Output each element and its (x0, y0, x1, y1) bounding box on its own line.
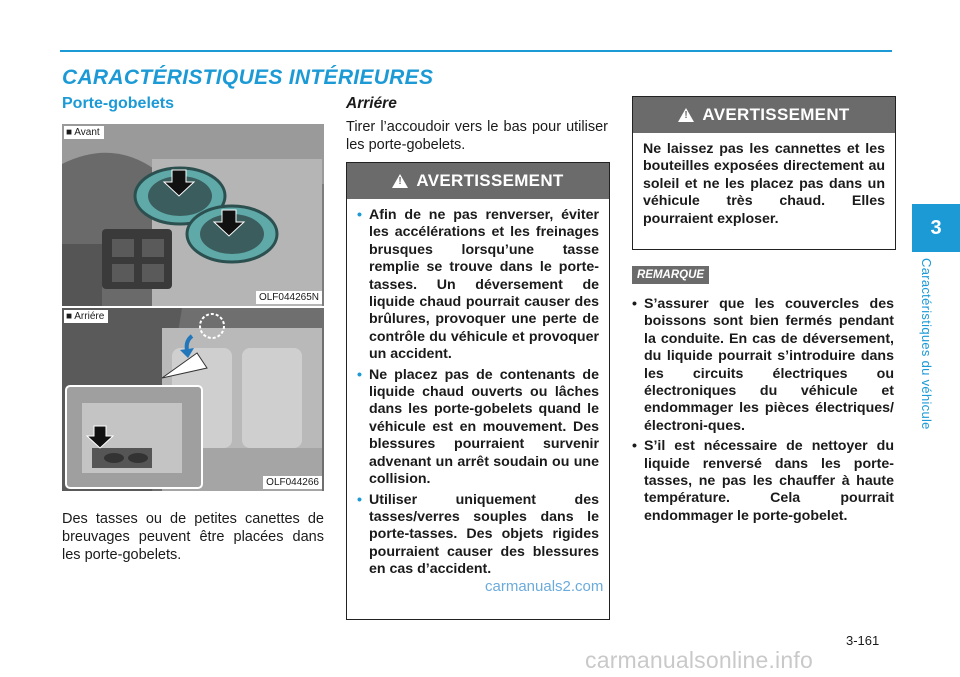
header-rule (60, 50, 892, 52)
rear-body-text: Tirer l’accoudoir vers le bas pour utiliser les porte-gobelets. (346, 119, 608, 153)
warning-triangle-icon (392, 174, 408, 188)
photo-label-rear: ■ Arriére (64, 310, 108, 323)
remark-label: REMARQUE (632, 266, 709, 284)
photo-front-cup-holders (62, 124, 324, 306)
chapter-tab: 3 (912, 204, 960, 252)
left-body-text: Des tasses ou de petites canettes de breuvages peuvent être placées dans les porte-gobelets. (62, 511, 324, 563)
rear-heading: Arriére (346, 95, 397, 112)
remark-item: • S’il est nécessaire de nettoyer du liquide renversé dans les porte-tasses, ne pas les chauffer à haute température. Cela pourrait endommager le porte-gobelet. (632, 438, 894, 525)
warning-title: AVERTISSEMENT (702, 105, 850, 124)
warning-header (347, 163, 609, 199)
watermark: carmanuals2.com (485, 578, 604, 595)
remark-item: • S’assurer que les couvercles des boissons sont bien fermés pendant la conduite. En cas de déversement, du liquide pourrait s’introduire dans les circuits électriques ou électroniques du véhicule et endommager les pièces électriques/électroni-ques. (632, 296, 894, 435)
rear-seat-illustration (62, 308, 324, 491)
photo-label-front: ■ Avant (64, 126, 104, 139)
photo-rear-cup-holders (62, 308, 324, 491)
photo-code-front: OLF044265N (256, 291, 322, 304)
page-number: 3-161 (846, 633, 880, 648)
warning-list (347, 199, 609, 590)
warning-text: Ne laissez pas les cannettes et les bouteilles exposées directement au soleil et ne les placez pas dans un véhicule très chaud. Elles pourraient exploser. (643, 141, 885, 227)
front-console-illustration (62, 124, 324, 306)
warning-box-middle (346, 162, 610, 620)
warning-item: • Utiliser uniquement des tasses/verres souples dans le porte-tasses. Des objets rigides pourraient causer des blessures en cas d’accident. (359, 492, 599, 579)
subheading-cup-holders: Porte-gobelets (62, 95, 175, 112)
photo-code-rear: OLF044266 (263, 476, 322, 489)
warning-item: • Ne placez pas de contenants de liquide chaud ouverts ou lâches dans les porte-gobelets quand le véhicule est en mouvement. Des blessures pourraient survenir advenant un arrêt soudain ou une collision. (359, 367, 599, 489)
warning-header (633, 97, 895, 133)
remark-list (632, 296, 894, 528)
warning-title: AVERTISSEMENT (416, 171, 564, 190)
warning-triangle-icon (678, 108, 694, 122)
footer-site: carmanualsonline.info (585, 647, 813, 673)
chapter-title: Caractéristiques du véhicule (919, 258, 934, 430)
warning-box-right (632, 96, 896, 250)
warning-item: • Afin de ne pas renverser, éviter les accélérations et les freinages brusques lorsqu’une tasse remplie se trouve dans le porte-tasses. Un déversement de liquide chaud pourrait causer des brûlures, provoquer une perte de contrôle du véhicule et provoquer un accident. (359, 207, 599, 364)
section-title: CARACTÉRISTIQUES INTÉRIEURES (62, 66, 434, 89)
